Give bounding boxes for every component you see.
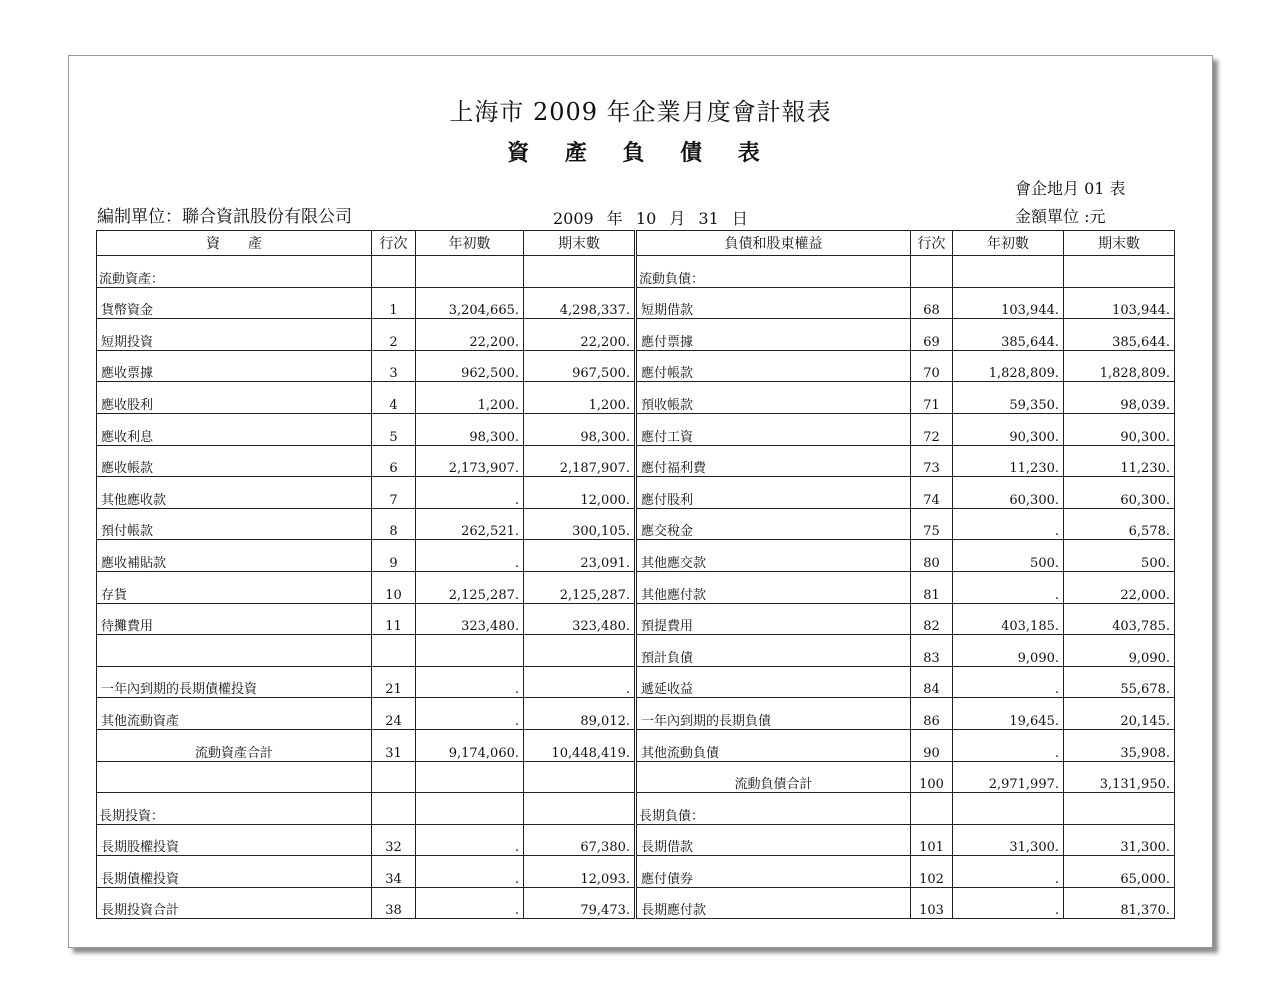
right-item-name: 應付福利費 <box>636 445 911 477</box>
right-begin-amount: . <box>953 856 1064 888</box>
right-begin-amount: . <box>953 571 1064 603</box>
right-item-name: 預提費用 <box>636 603 911 635</box>
left-begin-amount: 1,200. <box>416 382 524 414</box>
right-begin-amount: 60,300. <box>953 477 1064 509</box>
left-begin-amount: 2,125,287. <box>416 571 524 603</box>
right-begin-amount: 2,971,997. <box>953 761 1064 793</box>
left-item-name: 其他應收款 <box>97 477 372 509</box>
right-end-amount: 81,370. <box>1064 887 1175 919</box>
report-subtitle: 資 產 負 債 表 <box>507 140 774 166</box>
right-end-amount: 11,230. <box>1064 445 1175 477</box>
left-line-number: 10 <box>372 571 416 603</box>
col-header-line: 行次 <box>911 231 953 256</box>
table-row <box>97 445 1175 477</box>
left-line-number: 11 <box>372 603 416 635</box>
left-end-amount: 79,473. <box>524 887 636 919</box>
right-item-name: 應付債券 <box>636 856 911 888</box>
table-row <box>97 540 1175 572</box>
table-row <box>97 256 1175 288</box>
left-item-name: 預付帳款 <box>97 508 372 540</box>
right-begin-amount: . <box>953 729 1064 761</box>
left-end-amount: 10,448,419. <box>524 729 636 761</box>
left-item-name: 存貨 <box>97 571 372 603</box>
left-end-amount: 12,000. <box>524 477 636 509</box>
left-line-number: 9 <box>372 540 416 572</box>
left-line-number <box>372 635 416 667</box>
left-begin-amount: . <box>416 698 524 730</box>
right-end-amount: 385,644. <box>1064 319 1175 351</box>
right-begin-amount: 19,645. <box>953 698 1064 730</box>
right-end-amount: 35,908. <box>1064 729 1175 761</box>
left-begin-amount: . <box>416 887 524 919</box>
left-item-name: 應收利息 <box>97 413 372 445</box>
left-begin-amount <box>416 635 524 667</box>
right-line-number: 82 <box>911 603 953 635</box>
left-begin-amount: . <box>416 666 524 698</box>
right-item-name: 長期應付款 <box>636 887 911 919</box>
right-line-number: 73 <box>911 445 953 477</box>
left-item-name: 貨幣資金 <box>97 287 372 319</box>
table-row <box>97 477 1175 509</box>
col-header-asset: 資 產 <box>97 231 372 256</box>
left-item-name: 應收帳款 <box>97 445 372 477</box>
left-item-name: 長期投資合計 <box>97 887 372 919</box>
left-line-number <box>372 793 416 825</box>
left-end-amount: 98,300. <box>524 413 636 445</box>
right-begin-amount: . <box>953 508 1064 540</box>
left-begin-amount: 98,300. <box>416 413 524 445</box>
right-begin-amount: 11,230. <box>953 445 1064 477</box>
right-line-number: 100 <box>911 761 953 793</box>
right-item-name: 長期負債： <box>636 793 911 825</box>
right-line-number: 71 <box>911 382 953 414</box>
table-row <box>97 887 1175 919</box>
left-begin-amount: 2,173,907. <box>416 445 524 477</box>
right-line-number: 83 <box>911 635 953 667</box>
left-item-name: 待攤費用 <box>97 603 372 635</box>
table-row <box>97 856 1175 888</box>
company-name: 編制單位：聯合資訊股份有限公司 <box>97 207 352 227</box>
right-item-name: 預計負債 <box>636 635 911 667</box>
right-begin-amount: 9,090. <box>953 635 1064 667</box>
report-date: 2009 年 10 月 31 日 <box>553 209 748 228</box>
left-line-number: 6 <box>372 445 416 477</box>
table-row <box>97 729 1175 761</box>
right-line-number: 72 <box>911 413 953 445</box>
right-end-amount: 20,145. <box>1064 698 1175 730</box>
right-line-number: 81 <box>911 571 953 603</box>
left-item-name: 其他流動資產 <box>97 698 372 730</box>
col-header-line: 行次 <box>372 231 416 256</box>
right-end-amount: 6,578. <box>1064 508 1175 540</box>
left-end-amount: 12,093. <box>524 856 636 888</box>
table-row <box>97 287 1175 319</box>
right-begin-amount: 59,350. <box>953 382 1064 414</box>
left-item-name: 短期投資 <box>97 319 372 351</box>
right-begin-amount: 1,828,809. <box>953 350 1064 382</box>
left-item-name: 一年內到期的長期債權投資 <box>97 666 372 698</box>
right-item-name: 遞延收益 <box>636 666 911 698</box>
left-line-number: 7 <box>372 477 416 509</box>
right-begin-amount: . <box>953 887 1064 919</box>
right-line-number: 84 <box>911 666 953 698</box>
right-line-number: 74 <box>911 477 953 509</box>
left-begin-amount <box>416 793 524 825</box>
right-item-name: 流動負債： <box>636 256 911 288</box>
left-begin-amount: 262,521. <box>416 508 524 540</box>
right-item-name: 短期借款 <box>636 287 911 319</box>
left-line-number: 21 <box>372 666 416 698</box>
left-line-number: 4 <box>372 382 416 414</box>
right-end-amount: 55,678. <box>1064 666 1175 698</box>
document-page <box>68 55 1213 948</box>
left-end-amount: . <box>524 666 636 698</box>
right-item-name: 應交稅金 <box>636 508 911 540</box>
left-line-number: 5 <box>372 413 416 445</box>
right-end-amount: 22,000. <box>1064 571 1175 603</box>
left-line-number: 3 <box>372 350 416 382</box>
right-end-amount: 65,000. <box>1064 856 1175 888</box>
right-line-number: 86 <box>911 698 953 730</box>
form-number: 會企地月 01 表 <box>1015 179 1126 198</box>
left-begin-amount: 962,500. <box>416 350 524 382</box>
left-end-amount <box>524 761 636 793</box>
right-item-name: 應付股利 <box>636 477 911 509</box>
right-begin-amount: 500. <box>953 540 1064 572</box>
right-end-amount: 1,828,809. <box>1064 350 1175 382</box>
left-item-name: 應收票據 <box>97 350 372 382</box>
right-line-number: 90 <box>911 729 953 761</box>
right-item-name: 長期借款 <box>636 824 911 856</box>
left-begin-amount <box>416 761 524 793</box>
left-end-amount: 67,380. <box>524 824 636 856</box>
table-row <box>97 635 1175 667</box>
right-item-name: 應付工資 <box>636 413 911 445</box>
col-header-end: 期末數 <box>1064 231 1175 256</box>
currency-unit: 金額單位 :元 <box>1015 207 1106 226</box>
right-end-amount: 103,944. <box>1064 287 1175 319</box>
left-line-number <box>372 761 416 793</box>
right-item-name: 預收帳款 <box>636 382 911 414</box>
table-row <box>97 761 1175 793</box>
right-end-amount: 3,131,950. <box>1064 761 1175 793</box>
col-header-begin: 年初數 <box>953 231 1064 256</box>
table-row <box>97 793 1175 825</box>
table-row <box>97 508 1175 540</box>
right-begin-amount: 103,944. <box>953 287 1064 319</box>
left-begin-amount: 3,204,665. <box>416 287 524 319</box>
right-item-name: 應付帳款 <box>636 350 911 382</box>
right-begin-amount: . <box>953 666 1064 698</box>
right-end-amount <box>1064 256 1175 288</box>
left-begin-amount: . <box>416 856 524 888</box>
left-item-name: 流動資產： <box>97 256 372 288</box>
right-begin-amount <box>953 793 1064 825</box>
right-end-amount: 90,300. <box>1064 413 1175 445</box>
right-item-name: 應付票據 <box>636 319 911 351</box>
left-begin-amount: 22,200. <box>416 319 524 351</box>
right-end-amount: 9,090. <box>1064 635 1175 667</box>
right-line-number: 69 <box>911 319 953 351</box>
right-line-number <box>911 256 953 288</box>
right-end-amount: 500. <box>1064 540 1175 572</box>
left-begin-amount: . <box>416 477 524 509</box>
left-begin-amount: . <box>416 824 524 856</box>
left-line-number <box>372 256 416 288</box>
left-line-number: 2 <box>372 319 416 351</box>
right-begin-amount: 385,644. <box>953 319 1064 351</box>
right-item-name: 其他流動負債 <box>636 729 911 761</box>
left-end-amount: 89,012. <box>524 698 636 730</box>
left-begin-amount <box>416 256 524 288</box>
left-end-amount: 1,200. <box>524 382 636 414</box>
right-line-number: 68 <box>911 287 953 319</box>
left-line-number: 8 <box>372 508 416 540</box>
left-end-amount <box>524 256 636 288</box>
left-end-amount: 2,125,287. <box>524 571 636 603</box>
left-end-amount: 967,500. <box>524 350 636 382</box>
right-line-number: 102 <box>911 856 953 888</box>
left-item-name: 應收股利 <box>97 382 372 414</box>
right-line-number: 101 <box>911 824 953 856</box>
left-item-name <box>97 761 372 793</box>
left-begin-amount: . <box>416 540 524 572</box>
right-end-amount: 60,300. <box>1064 477 1175 509</box>
left-item-name: 應收補貼款 <box>97 540 372 572</box>
table-row <box>97 350 1175 382</box>
right-item-name: 其他應交款 <box>636 540 911 572</box>
left-end-amount: 23,091. <box>524 540 636 572</box>
left-end-amount: 4,298,337. <box>524 287 636 319</box>
left-begin-amount: 323,480. <box>416 603 524 635</box>
left-line-number: 24 <box>372 698 416 730</box>
left-item-name <box>97 635 372 667</box>
right-line-number: 70 <box>911 350 953 382</box>
right-end-amount: 403,785. <box>1064 603 1175 635</box>
left-end-amount <box>524 635 636 667</box>
table-row <box>97 319 1175 351</box>
col-header-end: 期末數 <box>524 231 636 256</box>
right-item-name: 流動負債合計 <box>636 761 911 793</box>
left-end-amount <box>524 793 636 825</box>
right-line-number: 80 <box>911 540 953 572</box>
left-line-number: 1 <box>372 287 416 319</box>
right-end-amount <box>1064 793 1175 825</box>
table-row <box>97 824 1175 856</box>
right-line-number <box>911 793 953 825</box>
left-item-name: 長期股權投資 <box>97 824 372 856</box>
left-end-amount: 22,200. <box>524 319 636 351</box>
left-line-number: 38 <box>372 887 416 919</box>
left-item-name: 長期投資： <box>97 793 372 825</box>
left-end-amount: 300,105. <box>524 508 636 540</box>
table-body <box>97 256 1175 919</box>
left-end-amount: 2,187,907. <box>524 445 636 477</box>
table-row <box>97 698 1175 730</box>
right-begin-amount: 31,300. <box>953 824 1064 856</box>
report-title: 上海市 2009 年企業月度會計報表 <box>449 98 832 126</box>
balance-sheet-table <box>96 230 1175 919</box>
table-row <box>97 413 1175 445</box>
right-line-number: 103 <box>911 887 953 919</box>
col-header-liability: 負債和股東權益 <box>636 231 911 256</box>
right-end-amount: 98,039. <box>1064 382 1175 414</box>
right-item-name: 其他應付款 <box>636 571 911 603</box>
right-line-number: 75 <box>911 508 953 540</box>
left-line-number: 34 <box>372 856 416 888</box>
right-begin-amount <box>953 256 1064 288</box>
left-begin-amount: 9,174,060. <box>416 729 524 761</box>
right-item-name: 一年內到期的長期負債 <box>636 698 911 730</box>
left-item-name: 長期債權投資 <box>97 856 372 888</box>
table-header-row <box>97 231 1175 256</box>
col-header-begin: 年初數 <box>416 231 524 256</box>
right-end-amount: 31,300. <box>1064 824 1175 856</box>
right-begin-amount: 90,300. <box>953 413 1064 445</box>
table-row <box>97 571 1175 603</box>
right-begin-amount: 403,185. <box>953 603 1064 635</box>
table-row <box>97 603 1175 635</box>
table-row <box>97 382 1175 414</box>
left-line-number: 32 <box>372 824 416 856</box>
left-item-name: 流動資產合計 <box>97 729 372 761</box>
left-line-number: 31 <box>372 729 416 761</box>
table-row <box>97 666 1175 698</box>
left-end-amount: 323,480. <box>524 603 636 635</box>
